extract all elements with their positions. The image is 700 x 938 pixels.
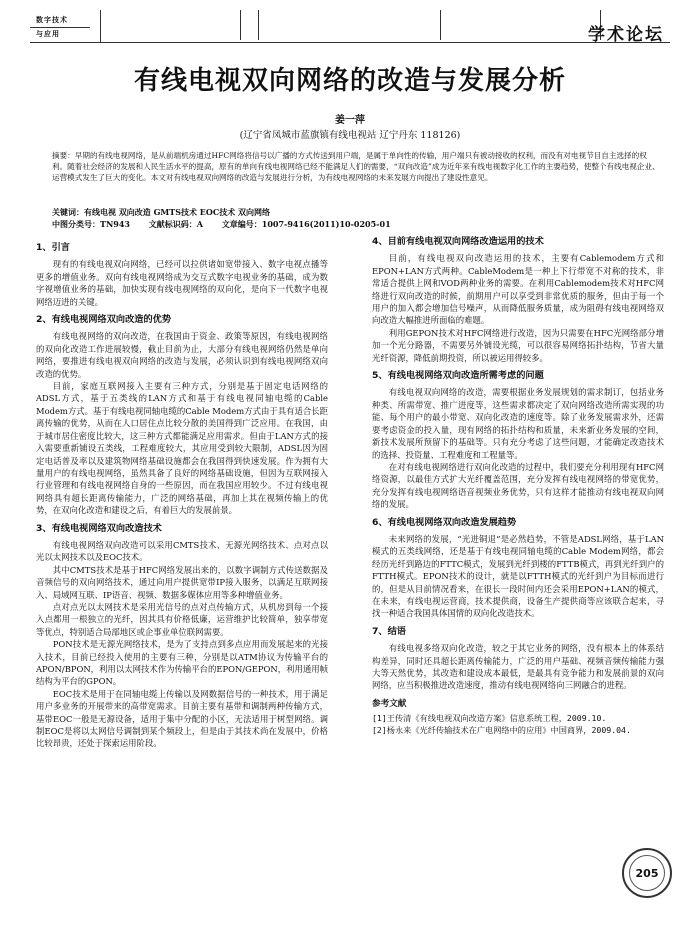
clc-number: 中图分类号：TN943	[52, 219, 130, 229]
keywords: 关键词：有线电视 双向改造 GMTS技术 EOC技术 双向网络	[52, 207, 270, 217]
paragraph: 目前，家庭互联网接入主要有三种方式，分别是基于固定电话网络的ADSL方式，基于五类线的LAN方式和基于有线电视同轴电缆的Cable Modem方式。基于有线电视同轴电缆的Cable Modem方式由于具有适合长距离传输的优势，从而在人口居住点比较分散的美国得到广泛应用。在我国，由于城市居住密度比较大，这三种方式都能满足应用需求。但由于LAN方式的接入需要重新铺设五类线，工程难度较大，其应用受到较大限制，ADSL因为固定电话普及率以及建筑物网络基础设施都会在我国得到快速发展。作为拥有大量用户的有线电视网络，虽然具备了良好的网络基础设施，但因为互联网接入行业管理和有线电视网络自身的一些原因，而在我国应用较少。不过有线电视网络具有超长距离传输能力，广泛的网络基础，再加上其在视频传输上的优势，在双向化改造和建设之后，有着巨大的发展前景。	[36, 381, 328, 516]
abstract: 摘要：早期的有线电视网络，是从前端机房通过HFC网络将信号以广播的方式传送到用户端，是属于单向性的传输，用户端只有被动接收的权利，而没有对电视节目自主选择的权利。随着社会经济的发展和人民生活水平的提高，原有的单向有线电视网络已经不能满足人们的需要，“双向改造”成为近年来有线电视数字化工作的主要趋势，使整个有线电视企业、运营模式发生了巨大的变化。本文对有线电视双向网络的改造与发展进行分析，为有线电视网络的未来发展方向提出了建设性意见。	[52, 151, 660, 182]
header-divider-2	[240, 10, 241, 40]
author: 姜一萍	[335, 115, 365, 126]
classification-info	[52, 219, 407, 230]
section-heading: 3、有线电视网络双向改造技术	[36, 522, 162, 534]
reference-item: [2]杨永来《光纤传输技术在广电网络中的应用》中国商界，2009.04.	[372, 725, 631, 736]
section-heading: 2、有线电视网络双向改造的优势	[36, 314, 172, 326]
paragraph: 有线电视双向网络的改造，需要根据业务发展规划的需求制订，包括业务种类、所需带宽、推广进度等，这些需求都决定了双向网络改造所需实现的功能、每个用户的最小带宽、双向化改造的速度等。除了业务发展需求外，还需要考虑资金的投入量，现有网络的拓扑结构和质量，未来新业务发展的空间，新技术发展所预留下的基础等。只有充分考虑了这些问题，才能确定改造技术的选择、投资量、工程难度和工程量等。	[372, 387, 664, 460]
article-title: 有线电视双向网络的改造与发展分析	[133, 66, 566, 96]
journal-tag-line2: 与应用	[36, 30, 60, 38]
affiliation: (辽宁省凤城市蓝旗镇有线电视站 辽宁丹东 118126)	[239, 130, 461, 141]
section-heading: 1、引言	[36, 242, 70, 253]
paragraph: 在对有线电视网络进行双向化改造的过程中，我们要充分利用现有HFC网络资源，以最佳方式扩大光纤覆盖范围，充分发挥有线电视网络的带宽优势，充分发挥有线电视网络语音视频业务优势，只有这样才能推动有线电视双向网络的发展。	[372, 461, 664, 510]
references	[372, 698, 664, 736]
paragraph: 有线电视多络双向化改造，较之于其它业务的网络，没有根本上的体系结构差异，同时还具超长距离传输能力，广泛的用户基础、视频音频传输能力强大等天然优势，其改造和建设成本最低，是最具有竞争能力和发展前景的双向网络，应当积极推进改造速度，推动有线电视网络向三网融合的进程。	[372, 643, 664, 691]
header-rule-bottom	[30, 42, 670, 43]
references-heading: 参考文献	[372, 698, 407, 709]
header-rule-left	[30, 27, 90, 28]
section-heading: 6、有线电视网络双向改造发展趋势	[372, 516, 517, 528]
section-heading: 4、目前有线电视双向网络改造运用的技术	[372, 236, 544, 247]
section-heading: 5、有线电视网络双向改造所需考虑的问题	[372, 370, 544, 382]
header-divider-1	[100, 10, 101, 42]
journal-tag-line1: 数字技术	[36, 16, 68, 24]
page-header	[0, 0, 700, 46]
paragraph: 未来网络的发展，“光进铜退”是必然趋势，不管是ADSL网络，基于LAN模式的五类线网络，还是基于有线电视同轴电缆的Cable Modem网络，都会经历光纤到路边的FTTC模式，发展到光纤到楼的FTTB模式，再到光纤到户的FTTH模式。EPON技术的设计，就是以FTTH模式的光纤到户为目标而进行的，但是从目前情况看来，在很长一段时间内还会采用EPON+LAN的模式，在未来，有线电视运营商，技术提供商，设备生产提供商等应该联合起来，寻找一种适合我国具体国情的双向化改造技术。	[372, 533, 664, 619]
header-divider-3	[258, 10, 259, 40]
article-number: 文章编号：1007-9416(2011)10-0205-01	[221, 219, 391, 229]
document-code: 文献标识码：A	[148, 219, 203, 229]
paragraph: 有线电视网络的双向改造，在我国由于资金、政策等原因，有线电视网络的双向化改造工作进展较慢，截止目前为止，大部分有线电视网络仍然是单向网络，要推进有线电视双向网络的改造与发展，必须认识到有线电视网络双向改造的优势。	[36, 331, 328, 379]
section-heading: 7、结语	[372, 625, 406, 637]
section-label: 学术论坛	[588, 25, 664, 45]
right-column	[372, 236, 664, 736]
header-divider-4	[440, 10, 441, 40]
paragraph: 其中CMTS技术是基于HFC网络发展出来的，以数字调制方式传送数据及音频信号的双向网络技术，通过向用户提供宽带IP接入服务，以满足互联网接入、局域网互联、IP语音、视频、数据多媒体应用等多种增值业务。	[36, 564, 328, 600]
page-number-stamp	[622, 848, 672, 898]
paragraph: 有线电视网络双向改造可以采用CMTS技术、无源光网络技术、点对点以光以太网技术以及EOC技术。	[36, 539, 328, 563]
paragraph: 点对点光以太网技术是采用光信号的点对点传输方式，从机房到每一个接入点都用一根独立的光纤，因其具有价格低廉，运营维护比较简单，独享带宽等优点，特别适合局部地区或企事业单位联网需要。	[36, 601, 328, 637]
paragraph: 现有的有线电视双向网络，已经可以拉供诸如宽带接入、数字电视点播等更多的增值业务。双向有线电视网络成为交互式数字电视业务的基础，成为数字视增值业务的基础，加快实现有线电视网络的双向化，是向下一代数字电视网络迈进的关键。	[36, 259, 328, 307]
paragraph: 目前，有线电视双向改造运用的技术，主要有Cablemodem方式和EPON+LAN方式两种。CableModem是一种上下行带宽不对称的技术，非常适合提供上网和VOD两种业务的需要。在利用Cablemodem技术对HFC网络进行双向改造的时候，前期用户可以享受到非常优质的服务，但由于每一个用户的加入都会增加信号噪声，从而降低服务质量，成为阻碍有线电视网络双向改造大幅推进所面临的难题。	[372, 253, 664, 326]
paragraph: EOC技术是用于在同轴电缆上传输以及网数据信号的一种技术，用于满足用户多业务的开展带来的高带宽需求。目前主要有基带和调制两种传输方式，基带EOC一般是无源设备，适用于集中分配的小区，无法适用于树型网络。调制EOC是将以太网信号调制到某个频段上，但是由于其技术尚在发展中，价格比较昂贵，还处于探索运用阶段。	[36, 688, 328, 749]
paragraph: 利用GEPON技术对HFC网络进行改造，因为只需要在HFC光网络部分增加一个光分路器，不需要另外铺设光缆，可以很容易网络拓扑结构，节省大量光纤资源，降低前期投资，所以被运用得较多。	[372, 327, 664, 363]
reference-item: [1]王传清《有线电视双向改造方案》信息系统工程，2009.10.	[372, 713, 607, 724]
left-column	[36, 236, 328, 750]
paragraph: PON技术是无源光网络技术，是为了支持点到多点应用而发展起来的光接入技术，目前已经投入使用的主要有三种，分别是以ATM协议为传输平台的APON/BPON，利用以太网技术作为传输平台的EPON/GEPON，利用通用帧结构为平台的GPON。	[36, 639, 328, 687]
page-number: 205	[635, 866, 659, 880]
